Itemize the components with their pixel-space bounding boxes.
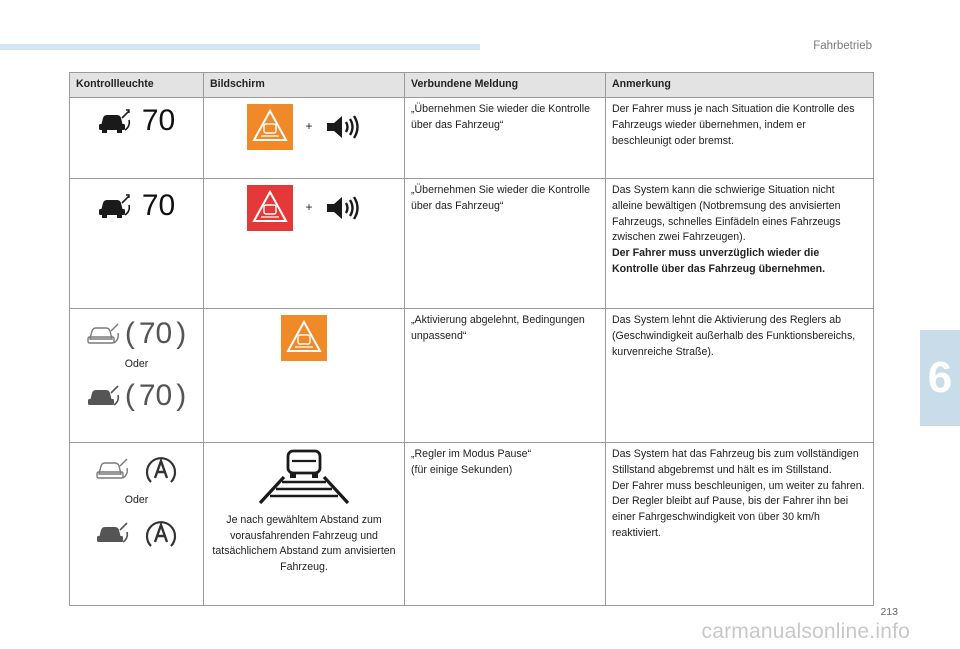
column-header-bildschirm: Bildschirm: [204, 73, 405, 98]
watermark: carmanualsonline.info: [701, 620, 910, 643]
lamp-cell: [70, 179, 204, 309]
speaker-sound-icon: [325, 195, 361, 221]
note-text: Das System hat das Fahrzeug bis zum vollständigen Stillstand abgebremst und hält es im Stillstand.: [612, 448, 859, 476]
message-cell: „Übernehmen Sie wieder die Kontrolle über das Fahrzeug“: [405, 179, 606, 309]
plus-sign: +: [305, 119, 313, 134]
message-cell: „Übernehmen Sie wieder die Kontrolle über das Fahrzeug“: [405, 98, 606, 179]
display-cell: [204, 98, 405, 179]
message-cell: „Aktivierung abgelehnt, Bedingungen unpassend“: [405, 309, 606, 443]
car-alert-icon: [247, 104, 293, 150]
section-title: Fahrbetrieb: [813, 40, 872, 52]
lamp-cell: [70, 98, 204, 179]
speedometer-car-icon: [98, 106, 132, 136]
speaker-sound-icon: [325, 114, 361, 140]
note-cell: [606, 443, 874, 606]
car-alert-icon: [281, 315, 327, 361]
display-cell: [204, 179, 405, 309]
note-text: Das System kann die schwierige Situation nicht alleine bewältigen (Notbremsung des anvisierten Fahrzeugs, schnelles Einfädeln eines Fahrzeugs zwischen zwei Fahrzeugen).: [612, 184, 841, 244]
lamp-cell: [70, 443, 204, 606]
column-header-kontrollleuchte: Kontrollleuchte: [70, 73, 204, 98]
speedometer-car-outline-icon: [87, 319, 121, 349]
display-note: Je nach gewähltem Abstand zum vorausfahrenden Fahrzeug und tatsächlichem Abstand zum anvisierten Fahrzeug.: [212, 514, 396, 573]
note-text: Der Regler bleibt auf Pause, bis der Fahrer ihn bei einer Fahrgeschwindigkeit von über 30 km/h reaktiviert.: [612, 495, 849, 539]
display-cell: [204, 309, 405, 443]
table-row: [70, 98, 874, 179]
speedometer-car-icon: [96, 518, 130, 548]
note-cell: Der Fahrer muss je nach Situation die Kontrolle des Fahrzeugs wieder übernehmen, indem er beschleunigt oder bremst.: [606, 98, 874, 179]
cruise-a-icon: [144, 517, 178, 549]
speed-value: 70: [141, 104, 176, 138]
column-header-meldung: Verbundene Meldung: [405, 73, 606, 98]
chapter-tab: 6: [920, 330, 960, 426]
speed-value: 70: [138, 317, 173, 351]
note-bold-text: Der Fahrer muss unverzüglich wieder die Kontrolle über das Fahrzeug übernehmen.: [612, 247, 826, 275]
page-number: 213: [880, 606, 898, 618]
warning-lamp-table: [69, 72, 874, 606]
column-header-anmerkung: Anmerkung: [606, 73, 874, 98]
message-subtext: (für einige Sekunden): [411, 463, 513, 476]
message-text: „Regler im Modus Pause“: [411, 448, 532, 460]
message-cell: [405, 443, 606, 606]
plus-sign: +: [305, 200, 313, 215]
table-row: [70, 309, 874, 443]
table-header-row: [70, 73, 874, 98]
paren-right-icon: ): [176, 317, 187, 351]
or-label: Oder: [124, 494, 149, 506]
lamp-cell: [70, 309, 204, 443]
table-row: [70, 179, 874, 309]
car-road-distance-icon: [256, 449, 352, 505]
paren-left-icon: (: [124, 378, 135, 412]
paren-right-icon: ): [176, 378, 187, 412]
car-alert-icon: [247, 185, 293, 231]
top-accent-bar: [0, 44, 480, 50]
speed-value: 70: [141, 189, 176, 223]
speedometer-car-outline-icon: [96, 454, 130, 484]
note-cell: [606, 179, 874, 309]
speed-value: 70: [138, 378, 173, 412]
speedometer-car-icon: [98, 191, 132, 221]
table-row: [70, 443, 874, 606]
speedometer-car-icon: [87, 381, 121, 411]
paren-left-icon: (: [124, 317, 135, 351]
or-label: Oder: [124, 358, 149, 370]
cruise-a-icon: [144, 453, 178, 485]
note-cell: Das System lehnt die Aktivierung des Reglers ab (Geschwindigkeit außerhalb des Funktionsbereichs, kurvenreiche Straße).: [606, 309, 874, 443]
display-cell: [204, 443, 405, 606]
note-text: Der Fahrer muss beschleunigen, um weiter zu fahren.: [612, 479, 865, 492]
